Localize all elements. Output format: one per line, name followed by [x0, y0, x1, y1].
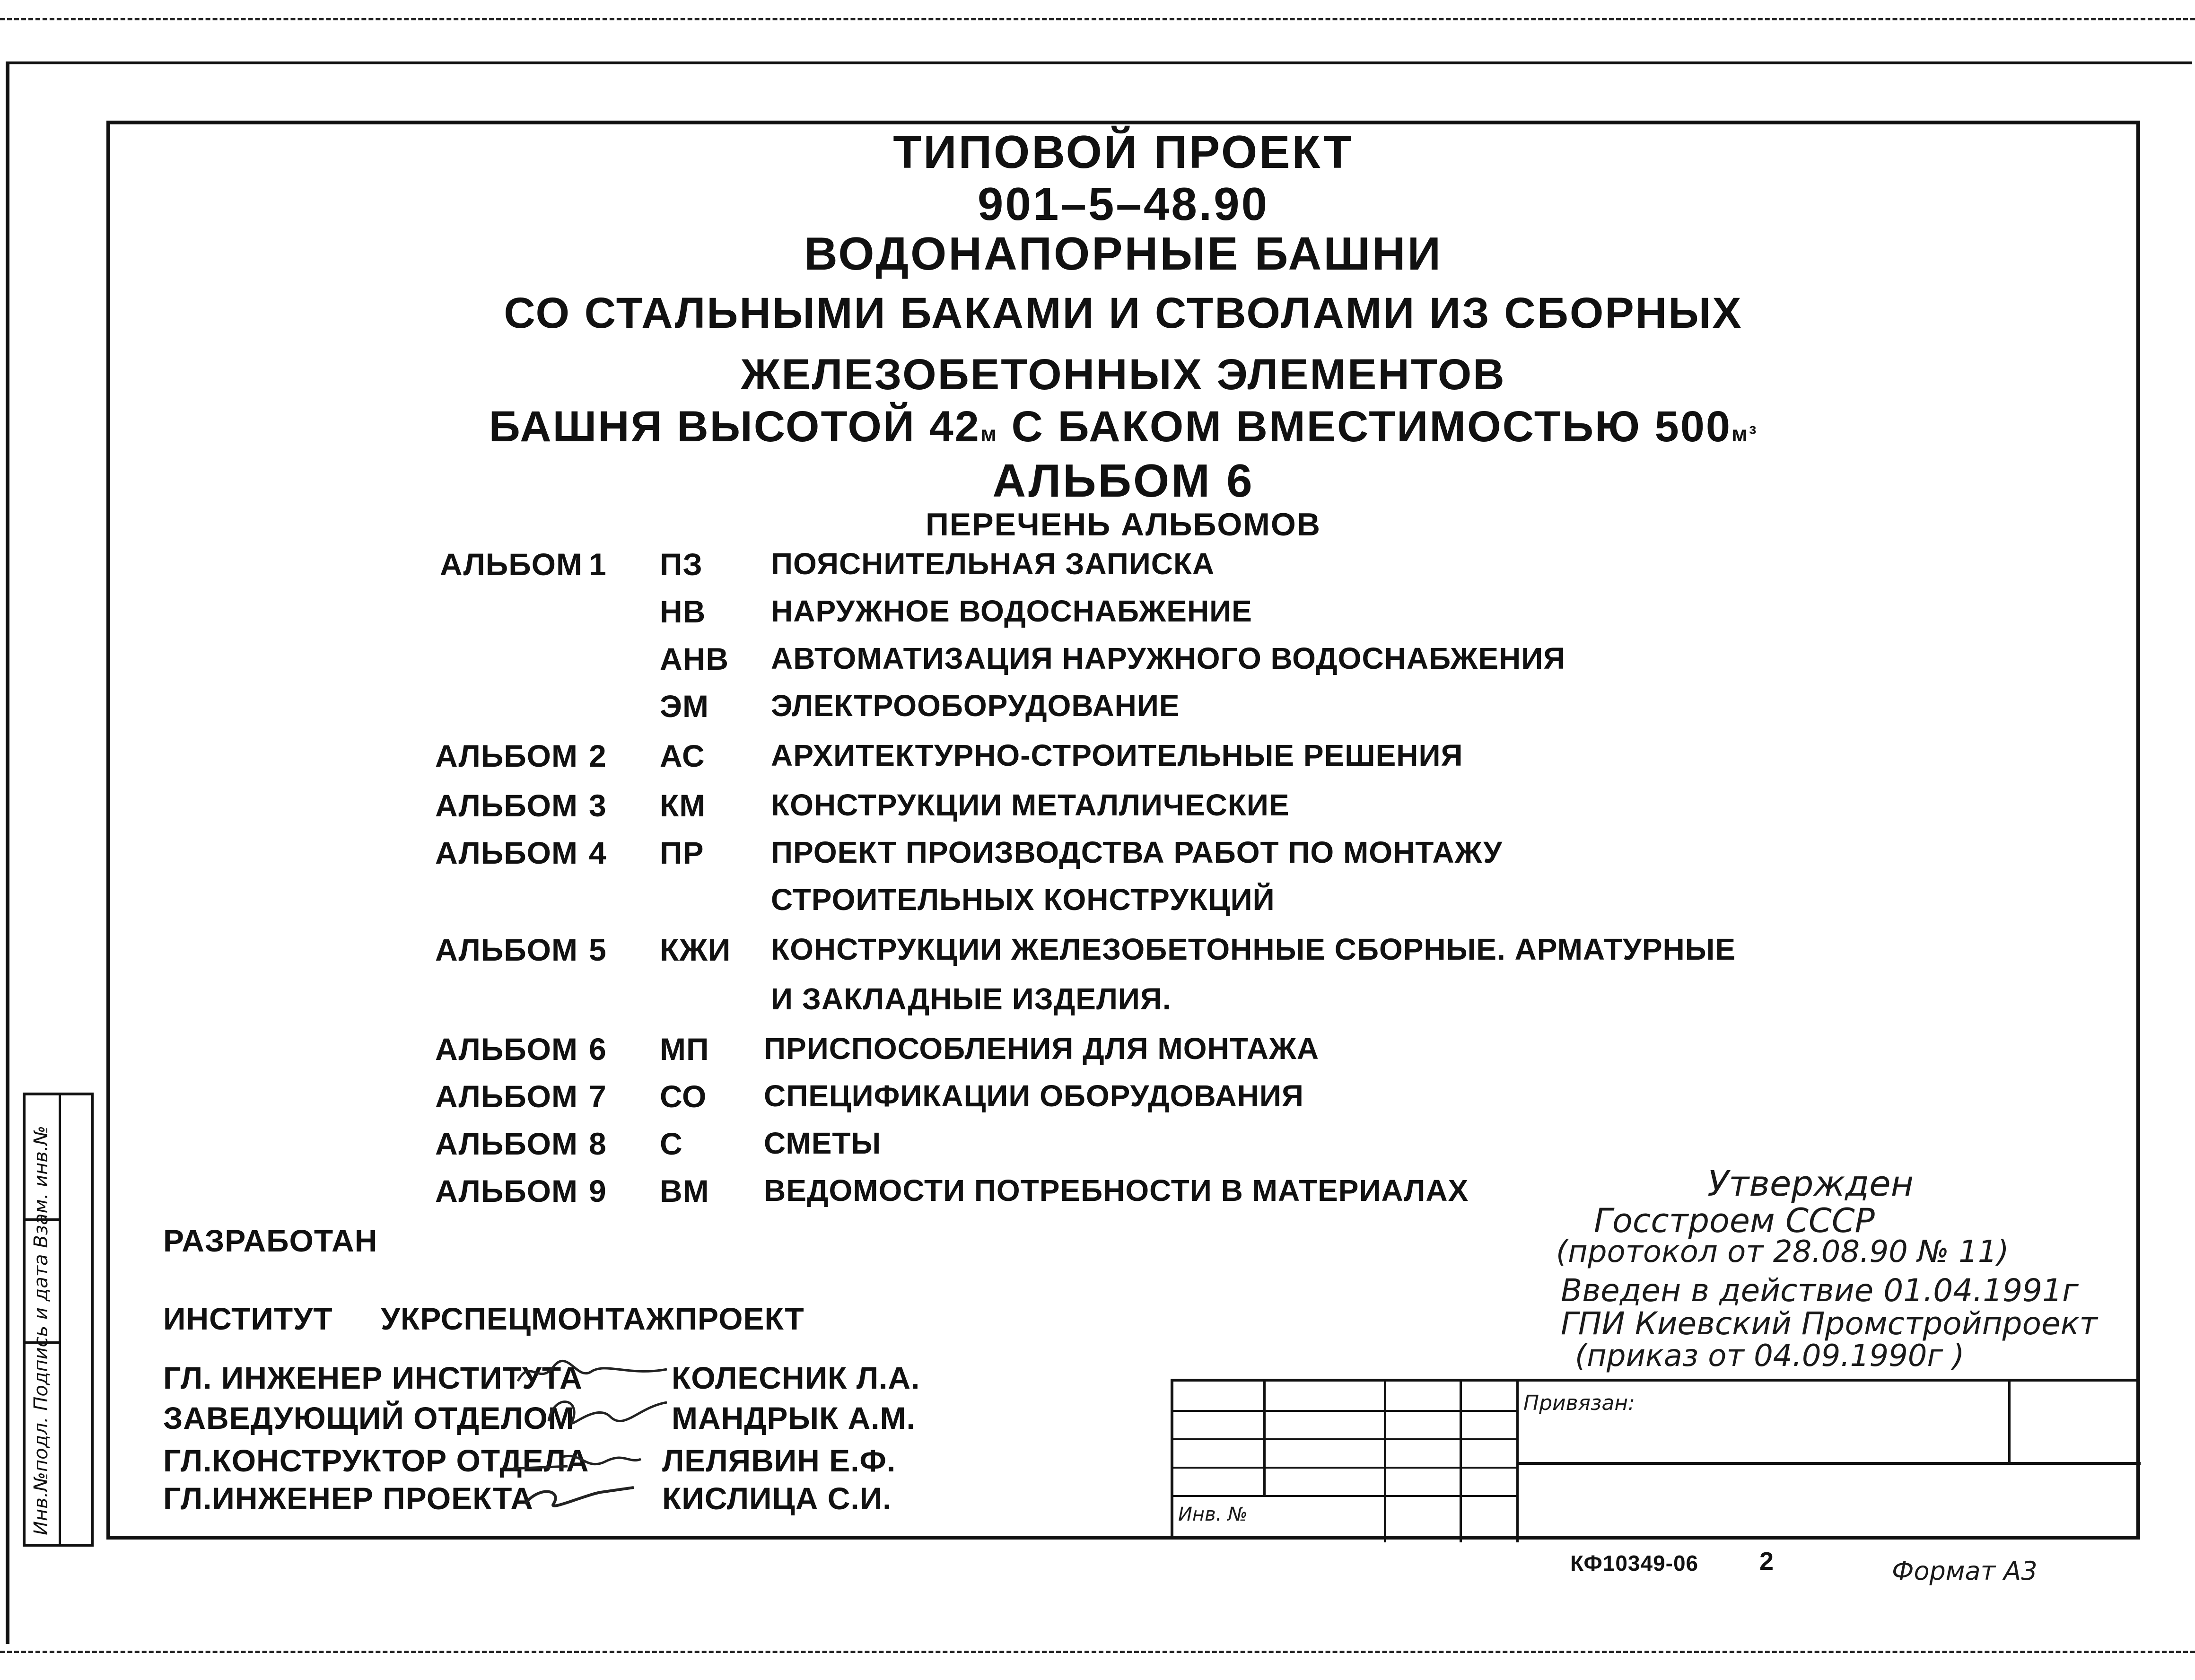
album-code: СО [660, 1079, 707, 1114]
institute-name: УКРСПЕЦМОНТАЖПРОЕКТ [381, 1301, 805, 1336]
album-description: СМЕТЫ [764, 1126, 882, 1160]
album-number-title: АЛЬБОМ 6 [992, 455, 1254, 507]
approval-line-6: (приказ от 04.09.1990г ) [1575, 1339, 1965, 1374]
staff-role: ЗАВЕДУЮЩИЙ ОТДЕЛОМ [163, 1400, 575, 1435]
album-description: СПЕЦИФИКАЦИИ ОБОРУДОВАНИЯ [764, 1079, 1304, 1113]
album-label: АЛЬБОМ [435, 1079, 578, 1114]
album-label: АЛЬБОМ [435, 835, 578, 870]
staff-name: КИСЛИЦА С.И. [662, 1481, 892, 1516]
approval-line-2: Госстроем СССР [1594, 1201, 1875, 1240]
title-line-5 [109, 402, 2138, 452]
album-list-title: ПЕРЕЧЕНЬ АЛЬБОМОВ [926, 507, 1321, 542]
document-code: КФ10349-06 [1570, 1551, 1699, 1575]
approval-line-5: ГПИ Киевский Промстройпроект [1561, 1305, 2098, 1342]
album-code: ПР [660, 835, 704, 870]
album-number: 6 [589, 1032, 607, 1067]
institute-label: ИНСТИТУТ [163, 1301, 333, 1336]
signature-2 [544, 1388, 672, 1435]
album-description: АВТОМАТИЗАЦИЯ НАРУЖНОГО ВОДОСНАБЖЕНИЯ [771, 641, 1566, 675]
album-label: АЛЬБОМ [435, 932, 578, 967]
album-number: 4 [589, 835, 607, 870]
project-code: 901–5–48.90 [977, 178, 1269, 230]
album-description: АРХИТЕКТУРНО-СТРОИТЕЛЬНЫЕ РЕШЕНИЯ [771, 738, 1463, 772]
approval-line-1: Утвержден [1707, 1164, 1914, 1204]
title-line-5-mid: С БАКОМ ВМЕСТИМОСТЬЮ 500 [997, 402, 1732, 451]
title-line-4: ЖЕЛЕЗОБЕТОННЫХ ЭЛЕМЕНТОВ [741, 350, 1506, 399]
album-description: СТРОИТЕЛЬНЫХ КОНСТРУКЦИЙ [771, 883, 1275, 917]
album-number: 3 [589, 788, 607, 823]
side-stamp-text: Инв.№подл. Подпись и дата Взам. инв.№ [30, 1125, 52, 1535]
staff-role: ГЛ. ИНЖЕНЕР ИНСТИТУТА [163, 1360, 583, 1395]
album-label: АЛЬБОМ [435, 738, 578, 773]
unit-m: м [980, 421, 998, 446]
album-code: НВ [660, 594, 706, 629]
album-code: МП [660, 1032, 709, 1067]
staff-name: КОЛЕСНИК Л.А. [672, 1360, 920, 1395]
approval-line-4: Введен в действие 01.04.1991г [1561, 1272, 2079, 1309]
album-number: 5 [589, 932, 607, 967]
album-number: 2 [589, 738, 607, 773]
staff-name: ЛЕЛЯВИН Е.Ф. [662, 1443, 896, 1478]
album-label: АЛЬБОМ [435, 1173, 578, 1208]
album-code: АНВ [660, 641, 729, 676]
album-description: ВЕДОМОСТИ ПОТРЕБНОСТИ В МАТЕРИАЛАХ [764, 1173, 1469, 1208]
developed-heading: РАЗРАБОТАН [163, 1223, 378, 1258]
album-description: ПРОЕКТ ПРОИЗВОДСТВА РАБОТ ПО МОНТАЖУ [771, 835, 1503, 869]
staff-role: ГЛ.КОНСТРУКТОР ОТДЕЛА [163, 1443, 589, 1478]
inventory-number-label: Инв. № [1178, 1504, 1248, 1525]
title-typical-project: ТИПОВОЙ ПРОЕКТ [893, 126, 1354, 178]
title-block-table [1171, 1379, 2140, 1540]
title-line-5-main: БАШНЯ ВЫСОТОЙ 42 [489, 402, 980, 451]
album-label: АЛЬБОМ [435, 1032, 578, 1067]
album-code: КМ [660, 788, 706, 823]
sheet-number: 2 [1759, 1547, 1775, 1575]
album-description: КОНСТРУКЦИИ ЖЕЛЕЗОБЕТОННЫЕ СБОРНЫЕ. АРМАТУРНЫЕ [771, 932, 1736, 966]
signature-3 [511, 1443, 643, 1476]
album-label: АЛЬБОМ [440, 547, 583, 582]
album-code: ЭМ [660, 689, 709, 724]
binding-label: Привязан: [1523, 1391, 1635, 1415]
album-number: 7 [589, 1079, 607, 1114]
album-description: НАРУЖНОЕ ВОДОСНАБЖЕНИЕ [771, 594, 1252, 628]
album-description: ЭЛЕКТРООБОРУДОВАНИЕ [771, 689, 1180, 723]
side-stamp [23, 1093, 94, 1547]
album-code: ВМ [660, 1173, 709, 1208]
album-number: 9 [589, 1173, 607, 1208]
album-code: С [660, 1126, 683, 1161]
signature-1 [516, 1353, 672, 1391]
top-dashed-edge [0, 18, 2195, 20]
title-line-3: СО СТАЛЬНЫМИ БАКАМИ И СТВОЛАМИ ИЗ СБОРНЫХ [504, 289, 1743, 337]
album-number: 8 [589, 1126, 607, 1161]
album-code: ПЗ [660, 547, 703, 582]
approval-line-3: (протокол от 28.08.90 № 11) [1556, 1234, 2009, 1269]
album-description: ПРИСПОСОБЛЕНИЯ ДЛЯ МОНТАЖА [764, 1032, 1320, 1066]
unit-m3: м³ [1732, 421, 1758, 446]
album-code: АС [660, 738, 705, 773]
staff-name: МАНДРЫК А.М. [672, 1400, 916, 1435]
staff-role: ГЛ.ИНЖЕНЕР ПРОЕКТА [163, 1481, 533, 1516]
album-description: ПОЯСНИТЕЛЬНАЯ ЗАПИСКА [771, 547, 1215, 581]
title-water-towers: ВОДОНАПОРНЫЕ БАШНИ [804, 228, 1443, 280]
album-label: АЛЬБОМ [435, 1126, 578, 1161]
album-description: И ЗАКЛАДНЫЕ ИЗДЕЛИЯ. [771, 982, 1172, 1016]
signature-4 [520, 1476, 638, 1514]
bottom-dashed-edge [0, 1651, 2195, 1653]
format-label: Формат А3 [1892, 1556, 2038, 1586]
album-number: 1 [589, 547, 607, 582]
album-code: КЖИ [660, 932, 731, 967]
album-label: АЛЬБОМ [435, 788, 578, 823]
album-description: КОНСТРУКЦИИ МЕТАЛЛИЧЕСКИЕ [771, 788, 1290, 822]
